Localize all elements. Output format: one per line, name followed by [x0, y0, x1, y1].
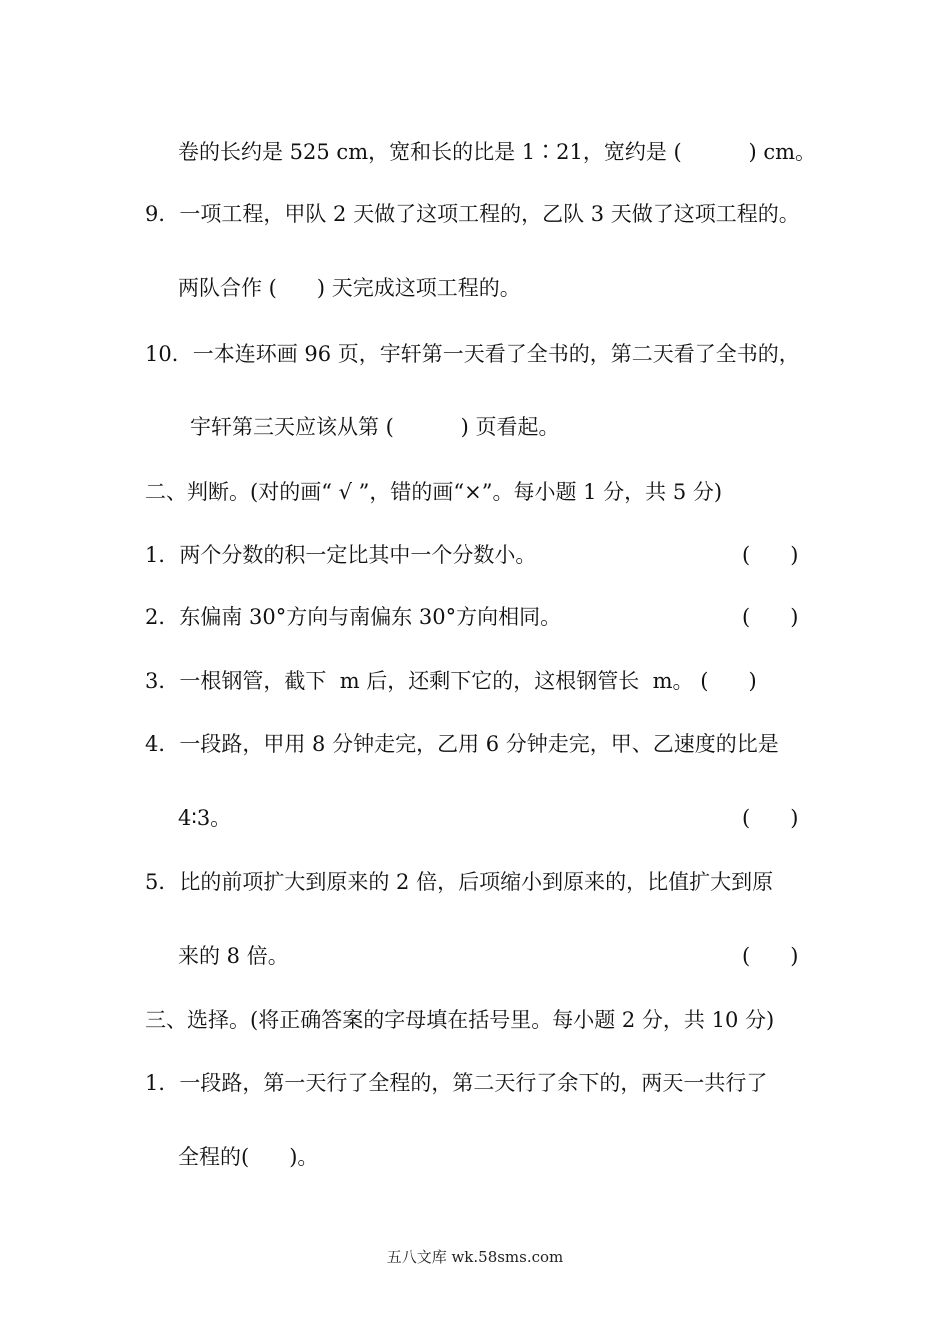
judge-bracket-5: ( ) — [742, 944, 799, 968]
judge-bracket-2: ( ) — [742, 605, 799, 629]
judge-item-5-line2: 来的 8 倍。 — [178, 944, 289, 968]
choice-q1-line1: 1．一段路，第一天行了全程的，第二天行了余下的，两天一共行了 — [145, 1071, 768, 1095]
judge-bracket-1: ( ) — [742, 543, 799, 567]
judge-heading: 二、判断。(对的画“ √ ”，错的画“×”。每小题 1 分，共 5 分) — [145, 480, 723, 504]
judge-item-3: 3．一根钢管，截下 m 后，还剩下它的，这根钢管长 m。 ( ) — [145, 669, 757, 693]
judge-item-1: 1．两个分数的积一定比其中一个分数小。 — [145, 543, 537, 567]
judge-item-4-line1: 4．一段路，甲用 8 分钟走完，乙用 6 分钟走完，甲、乙速度的比是 — [145, 732, 779, 756]
q10-line1: 10．一本连环画 96 页，宇轩第一天看了全书的，第二天看了全书的， — [145, 342, 800, 366]
q10-line2: 宇轩第三天应该从第 ( ) 页看起。 — [190, 415, 560, 439]
footer-watermark: 五八文库 wk.58sms.com — [386, 1248, 564, 1266]
q9-line2: 两队合作 ( ) 天完成这项工程的。 — [178, 276, 521, 300]
q8-continuation: 卷的长约是 525 cm，宽和长的比是 1∶21，宽约是 ( ) cm。 — [178, 140, 817, 164]
judge-item-4-line2: 4∶3。 — [178, 806, 232, 830]
choice-heading: 三、选择。(将正确答案的字母填在括号里。每小题 2 分，共 10 分) — [145, 1008, 775, 1032]
judge-item-5-line1: 5．比的前项扩大到原来的 2 倍，后项缩小到原来的，比值扩大到原 — [145, 870, 774, 894]
judge-bracket-4: ( ) — [742, 806, 799, 830]
q9-line1: 9．一项工程，甲队 2 天做了这项工程的，乙队 3 天做了这项工程的。 — [145, 202, 800, 226]
judge-item-2: 2．东偏南 30°方向与南偏东 30°方向相同。 — [145, 605, 562, 629]
choice-q1-line2: 全程的( )。 — [178, 1145, 319, 1169]
